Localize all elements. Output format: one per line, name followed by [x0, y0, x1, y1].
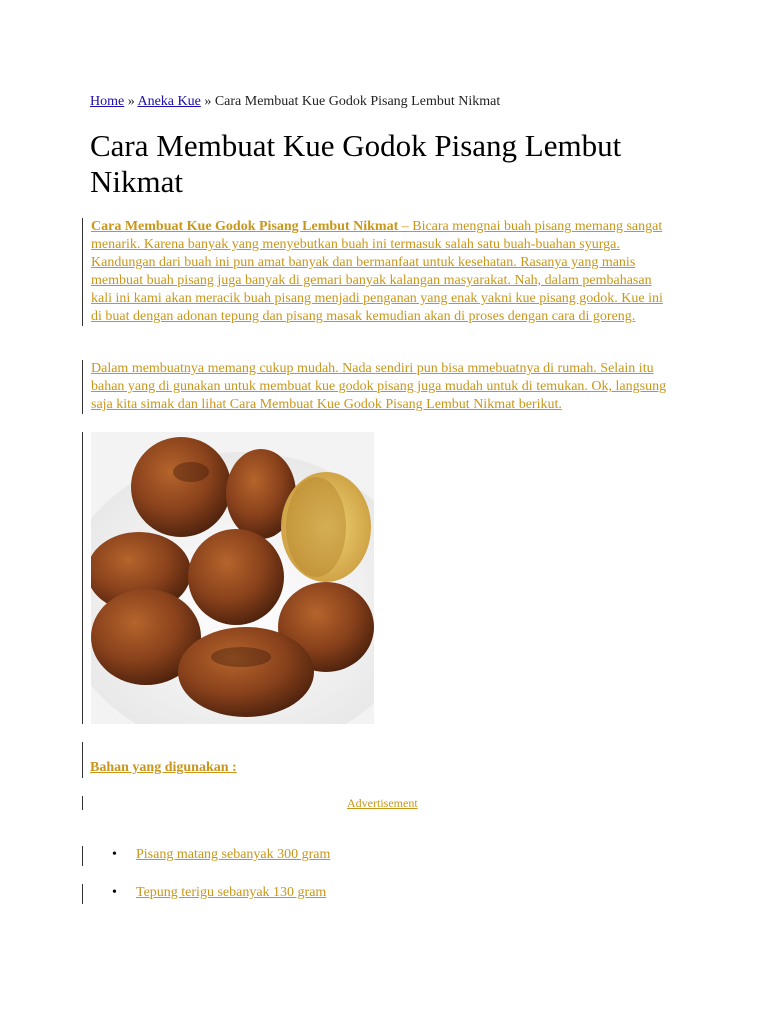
- breadcrumb-home-link[interactable]: Home: [90, 94, 125, 109]
- ingredient-list-item[interactable]: [112, 885, 326, 901]
- intro-paragraph[interactable]: [82, 218, 671, 326]
- breadcrumb-separator: »: [200, 94, 215, 109]
- breadcrumb: [90, 94, 500, 110]
- second-paragraph[interactable]: Dalam membuatnya memang cukup mudah. Nada sendiri pun bisa mmebuatnya di rumah. Selain itu bahan yang di gunakan untuk membuat kue godok pisang juga mudah untuk di temukan. Ok, langsung saja kita simak dan lihat Cara Membuat Kue Godok Pisang Lembut Nikmat berikut.: [82, 360, 681, 414]
- breadcrumb-current: Cara Membuat Kue Godok Pisang Lembut Nikmat: [214, 94, 501, 109]
- ingredient-list-item[interactable]: [112, 847, 330, 863]
- image-block: [82, 432, 374, 724]
- bullet-icon: •: [112, 847, 117, 862]
- ingredient-text[interactable]: Pisang matang sebanyak 300 gram: [136, 847, 331, 862]
- breadcrumb-separator: »: [124, 94, 138, 109]
- bullet-icon: •: [112, 885, 117, 900]
- ingredient-text[interactable]: Tepung terigu sebanyak 130 gram: [136, 885, 327, 900]
- ad-quote-bar: [82, 796, 83, 810]
- advertisement-label[interactable]: Advertisement: [347, 796, 418, 810]
- intro-bold-lead[interactable]: Cara Membuat Kue Godok Pisang Lembut Nikmat: [91, 219, 399, 234]
- page-title: Cara Membuat Kue Godok Pisang Lembut Nikmat: [90, 128, 622, 199]
- list-quote-bar: [82, 884, 83, 904]
- intro-text[interactable]: Bicara mengnai buah pisang memang sangat menarik. Karena banyak yang menyebutkan buah ini termasuk salah satu buah-buahan syurga. Kandungan dari buah ini pun amat banyak dan bermanfaat untuk kesehatan. Rasanya yang manis membuat buah pisang juga banyak di gemari banyak kalangan masyarakat. Nah, dalam pembahasan kali ini kami akan meracik buah pisang menjadi penganan yang enak yakni kue pisang godok. Kue ini di buat dengan adonan tepung dan pisang masak kemudian akan di proses dengan cara di goreng.: [91, 219, 663, 324]
- breadcrumb-category-link[interactable]: Aneka Kue: [137, 94, 201, 109]
- heading-quote-bar: [82, 742, 83, 778]
- intro-dash: –: [398, 219, 413, 234]
- list-quote-bar: [82, 846, 83, 866]
- ingredients-heading[interactable]: Bahan yang digunakan :: [90, 760, 237, 775]
- kue-godok-photo: [91, 432, 374, 724]
